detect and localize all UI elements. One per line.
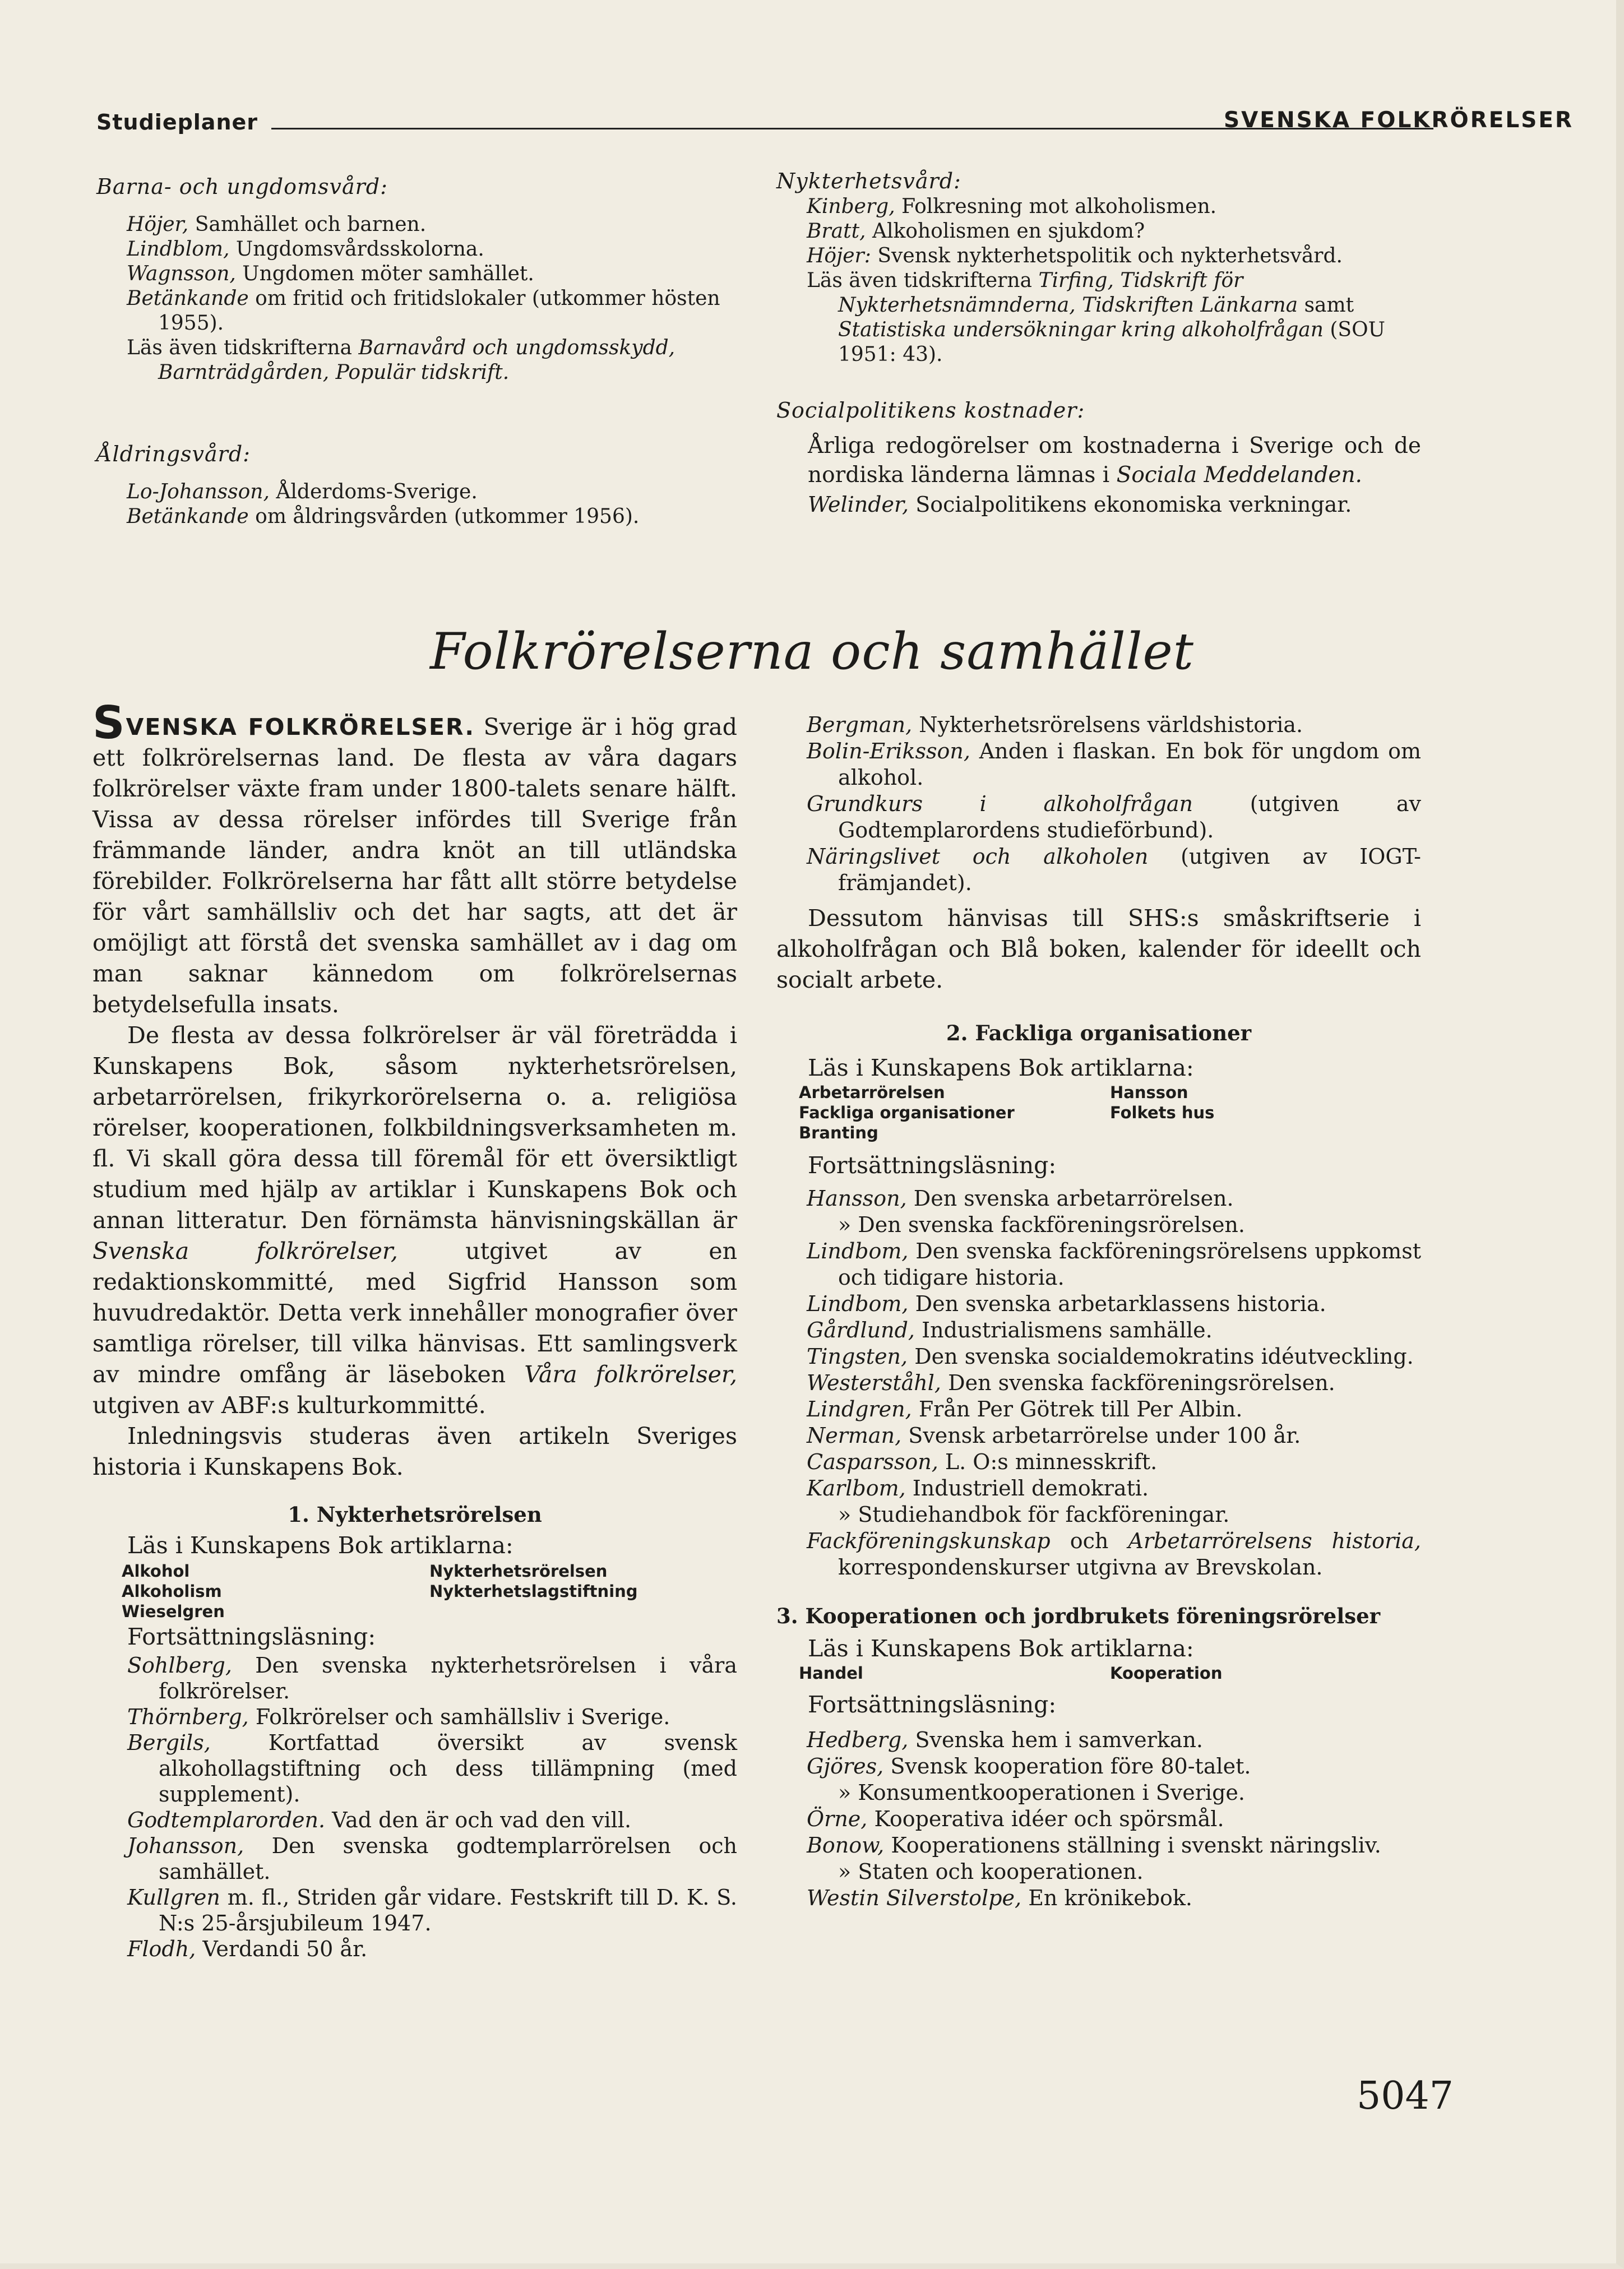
- list-item: Grundkurs i alkoholfrågan (utgiven av Godtemplarordens studieförbund).: [807, 791, 1421, 842]
- section-heading: 2. Fackliga organisationer: [946, 1021, 1252, 1045]
- article-item: Alkoholism: [122, 1582, 222, 1601]
- top-left-block: [96, 174, 741, 529]
- read-line: Läs i Kunskapens Bok artiklarna:: [127, 1532, 513, 1559]
- article-item: Handel: [799, 1664, 863, 1683]
- header-left: Studieplaner: [96, 110, 258, 135]
- list-item: Lo-Johansson, Ålderdoms-Sverige.: [127, 480, 478, 503]
- list-item: Nerman, Svensk arbetarrörelse under 100 år.: [807, 1423, 1301, 1448]
- list-item: Bratt, Alkoholismen en sjukdom?: [807, 220, 1145, 243]
- list-item: » Den svenska fackföreningsrörelsen.: [838, 1212, 1245, 1237]
- nykter-title: Nykterhetsvård:: [776, 169, 961, 193]
- list-item: Lindbom, Den svenska fackföreningsrörelsens uppkomst och tidigare historia.: [807, 1239, 1421, 1290]
- article-list: [92, 1561, 737, 1622]
- list-item: Casparsson, L. O:s minnesskrift.: [807, 1450, 1158, 1474]
- list-item: Kinberg, Folkresning mot alkoholismen.: [807, 195, 1217, 218]
- main-title: Folkrörelserna och samhället: [430, 622, 1194, 681]
- list-item: Fackföreningskunskap och Arbetarrörelsens historia, korrespondenskurser utgivna av Brevskolan.: [807, 1529, 1421, 1580]
- lead-paragraph: SVENSKA FOLKRÖRELSER. Sverige är i hög grad ett folkrörelsernas land. De flesta av våra dagars folkrörelser växte fram under 1800-talets senare hälft. Vissa av dessa rörelser infördes till Sverige från främmande länder, andra knöt an till utländska förebilder. Folkrörelserna har fått allt större betydelse för vårt samhällsliv och det har sagts, att det är omöjligt att förstå det svenska samhället av i dag om man saknar kännedom om folkrörelsernas betydelsefulla insats.: [92, 697, 737, 1018]
- list-item: Flodh, Verdandi 50 år.: [127, 1937, 368, 1961]
- article-list: [776, 1663, 1421, 1683]
- list-item: » Staten och kooperationen.: [838, 1859, 1144, 1884]
- list-item: Thörnberg, Folkrörelser och samhällsliv i Sverige.: [127, 1705, 670, 1729]
- list-item: Wagnsson, Ungdomen möter samhället.: [127, 262, 534, 285]
- further-reading-label: Fortsättningsläsning:: [808, 1691, 1057, 1718]
- article-item: Hansson: [1110, 1083, 1188, 1102]
- article-list: [776, 1082, 1421, 1143]
- list-item: Näringslivet och alkoholen (utgiven av IOGT-främjandet).: [807, 844, 1421, 895]
- running-header: [96, 108, 1574, 143]
- section-heading: 1. Nykterhetsrörelsen: [288, 1502, 542, 1527]
- section-heading: 3. Kooperationen och jordbrukets föreningsrörelser: [776, 1604, 1381, 1628]
- list-item: Lindbom, Den svenska arbetarklassens historia.: [807, 1291, 1326, 1316]
- list-item: Hansson, Den svenska arbetarrörelsen.: [807, 1186, 1234, 1211]
- list-item: Sohlberg, Den svenska nykterhetsrörelsen i våra folkrörelser.: [127, 1653, 737, 1703]
- top-right-block: [776, 168, 1421, 519]
- main-right-column: [776, 712, 1421, 1911]
- article-item: Nykterhetslagstiftning: [429, 1582, 638, 1601]
- further-reading-label: Fortsättningsläsning:: [127, 1623, 376, 1650]
- list-item: Westerståhl, Den svenska fackföreningsrörelsen.: [807, 1370, 1335, 1395]
- barna-note: Läs även tidskrifterna Barnavård och ungdomsskydd, Barnträdgården, Populär tidskrift.: [127, 336, 675, 384]
- article-item: Alkohol: [122, 1562, 190, 1581]
- list-item: Welinder, Socialpolitikens ekonomiska verkningar.: [808, 492, 1352, 517]
- list-item: Bonow, Kooperationens ställning i svenskt näringsliv.: [807, 1833, 1381, 1858]
- list-item: Tingsten, Den svenska socialdemokratins idéutveckling.: [807, 1344, 1414, 1369]
- main-left-column: [92, 697, 738, 1962]
- list-item: Karlbom, Industriell demokrati.: [807, 1476, 1149, 1501]
- list-item: Betänkande om åldringsvården (utkommer 1956).: [127, 505, 640, 528]
- list-item: Lindgren, Från Per Götrek till Per Albin.: [807, 1397, 1243, 1421]
- social-title: Socialpolitikens kostnader:: [776, 398, 1085, 423]
- list-item: Hedberg, Svenska hem i samverkan.: [807, 1728, 1204, 1752]
- list-item: Betänkande om fritid och fritidslokaler (utkommer hösten 1955).: [127, 287, 720, 335]
- list-item: Lindblom, Ungdomsvårdsskolorna.: [127, 238, 484, 261]
- barna-title: Barna- och ungdomsvård:: [96, 174, 388, 199]
- list-item: Kullgren m. fl., Striden går vidare. Festskrift till D. K. S. N:s 25-årsjubileum 1947.: [127, 1885, 737, 1935]
- page-number: 5047: [1357, 2074, 1454, 2118]
- list-item: » Konsumentkooperationen i Sverige.: [838, 1780, 1245, 1805]
- paragraph: Inledningsvis studeras även artikeln Sveriges historia i Kunskapens Bok.: [92, 1423, 737, 1480]
- list-item: Bergils, Kortfattad översikt av svensk alkohollagstiftning och dess tillämpning (med supplement).: [127, 1730, 737, 1807]
- article-item: Arbetarrörelsen: [799, 1083, 945, 1102]
- list-item: Westin Silverstolpe, En krönikebok.: [807, 1886, 1192, 1910]
- list-item: Höjer, Samhället och barnen.: [127, 213, 427, 236]
- social-text: Årliga redogörelser om kostnaderna i Sverige och de nordiska länderna lämnas i Sociala Meddelanden.: [808, 433, 1421, 488]
- list-item: Godtemplarorden. Vad den är och vad den vill.: [127, 1808, 632, 1832]
- list-item: Höjer: Svensk nykterhetspolitik och nykterhetsvård.: [807, 244, 1343, 267]
- list-item: Johansson, Den svenska godtemplarrörelsen och samhället.: [127, 1833, 737, 1884]
- further-reading-label: Fortsättningsläsning:: [808, 1152, 1057, 1179]
- list-item: » Studiehandbok för fackföreningar.: [838, 1502, 1230, 1527]
- read-line: Läs i Kunskapens Bok artiklarna:: [808, 1635, 1194, 1662]
- article-item: Fackliga organisationer: [799, 1103, 1015, 1122]
- list-item: Bolin-Eriksson, Anden i flaskan. En bok för ungdom om alkohol.: [807, 739, 1421, 790]
- read-line: Läs i Kunskapens Bok artiklarna:: [808, 1054, 1194, 1081]
- article-item: Wieselgren: [122, 1602, 225, 1621]
- article-item: Folkets hus: [1110, 1103, 1215, 1122]
- header-right: SVENSKA FOLKRÖRELSER: [1224, 108, 1574, 133]
- list-item: Gjöres, Svensk kooperation före 80-talet.: [807, 1754, 1251, 1779]
- nykter-note: Läs även tidskrifterna Tirfing, Tidskrift för Nykterhetsnämnderna, Tidskriften Länkarna samt Statistiska undersökningar kring alkoholfrågan (SOU 1951: 43).: [807, 269, 1385, 366]
- list-item: Bergman, Nykterhetsrörelsens världshistoria.: [807, 712, 1303, 737]
- aldring-title: Åldringsvård:: [96, 442, 251, 466]
- article-item: Branting: [799, 1123, 878, 1142]
- article-item: Nykterhetsrörelsen: [429, 1562, 608, 1581]
- list-item: Gårdlund, Industrialismens samhälle.: [807, 1318, 1213, 1342]
- paragraph: Dessutom hänvisas till SHS:s småskriftserie i alkoholfrågan och Blå boken, kalender för ideellt och socialt arbete.: [776, 905, 1421, 993]
- article-item: Kooperation: [1110, 1664, 1223, 1683]
- lead-caps: SVENSKA FOLKRÖRELSER.: [92, 697, 475, 749]
- list-item: Örne, Kooperativa idéer och spörsmål.: [807, 1807, 1224, 1831]
- paragraph: De flesta av dessa folkrörelser är väl företrädda i Kunskapens Bok, såsom nykterhetsrörelsen, arbetarrörelsen, frikyrkorörelserna o. a. religiösa rörelser, kooperationen, folkbildningsverksamheten m. fl. Vi skall göra dessa till föremål för ett översiktligt studium med hjälp av artiklar i Kunskapens Bok och annan litteratur. Den förnämsta hänvisningskällan är Svenska folkrörelser, utgivet av en redaktionskommitté, med Sigfrid Hansson som huvudredaktör. Detta verk innehåller monografier över samtliga rörelser, till vilka hänvisas. Ett samlingsverk av mindre omfång är läseboken Våra folkrörelser, utgiven av ABF:s kulturkommitté.: [92, 1022, 738, 1419]
